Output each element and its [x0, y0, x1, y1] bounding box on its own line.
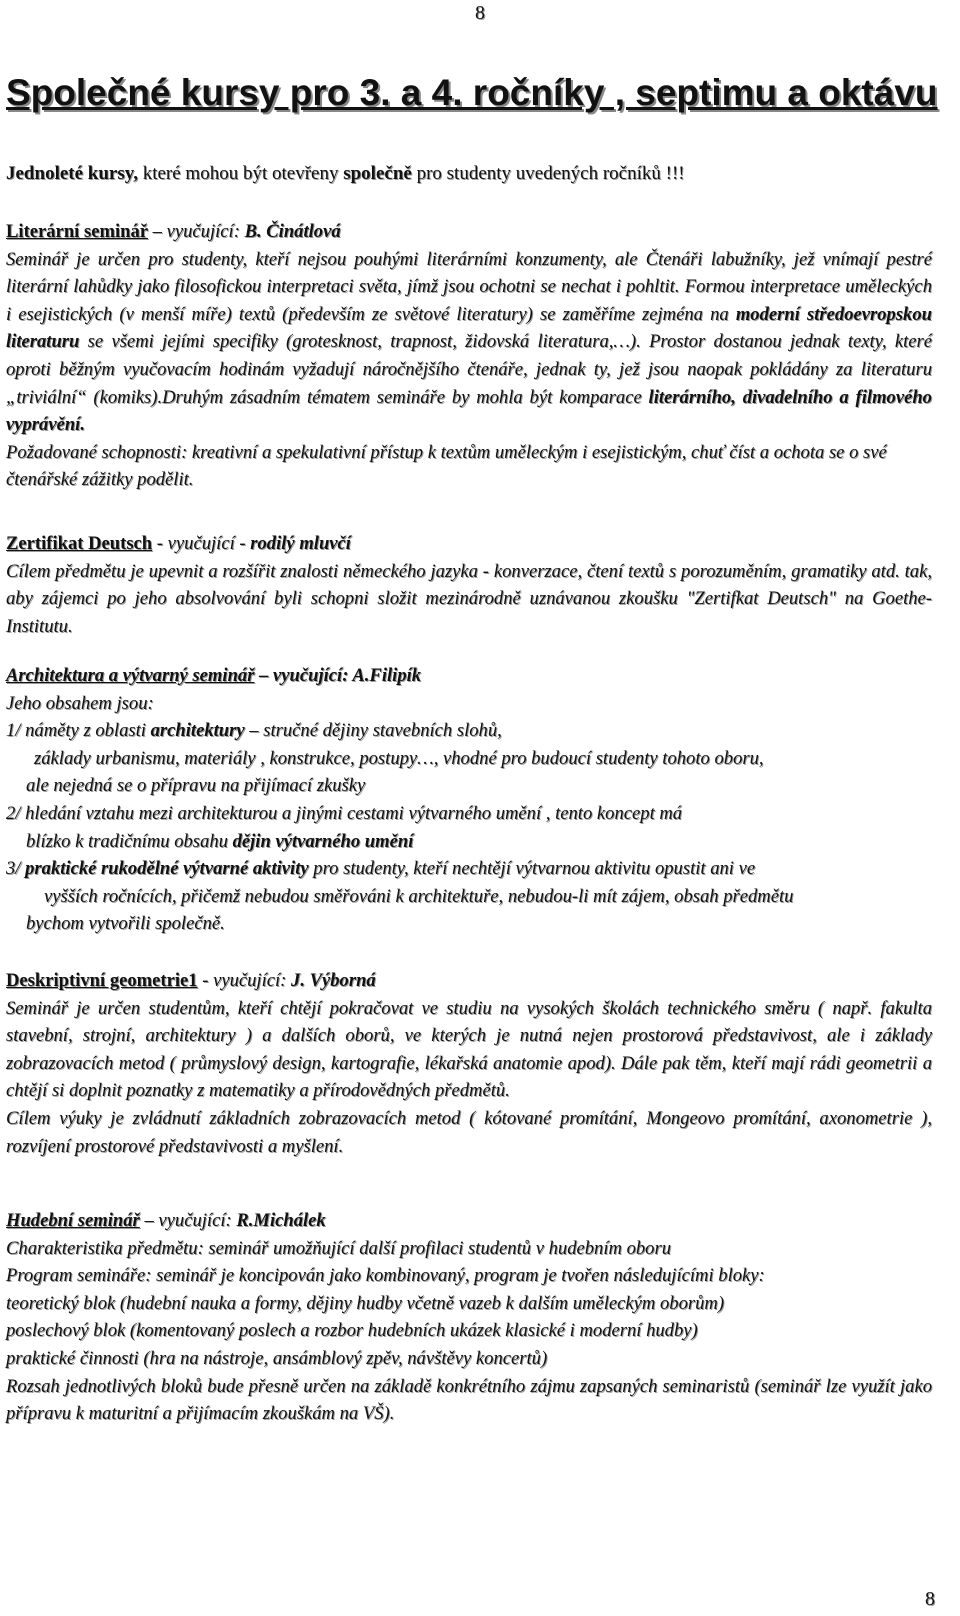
list-line: teoretický blok (hudební nauka a formy, dějiny hudby včetně vazeb k dalším uměleckým oborům): [6, 1292, 725, 1314]
list-line: ale nejedná se o přípravu na přijímací zkušky: [26, 775, 366, 797]
line-text: – stručné dějiny stavebních slohů,: [244, 720, 502, 742]
section-title: Hudební seminář: [6, 1210, 140, 1231]
page-title: Společné kursy pro 3. a 4. ročníky , septimu a oktávu: [6, 72, 938, 113]
line-text: 1/ náměty z oblasti: [6, 720, 151, 742]
section-heading: [6, 967, 932, 995]
paragraph-bold: literárního, divadelního a filmového vyprávění.: [6, 386, 932, 436]
list-line: [6, 855, 932, 883]
section-deskriptivni-geometrie: [6, 967, 932, 1160]
intro-line: [6, 163, 946, 185]
teacher-name: R.Michálek: [236, 1210, 326, 1231]
teacher-name: A.Filipík: [352, 665, 422, 686]
page-number-bottom: 8: [925, 1588, 935, 1610]
paragraph-text: Seminář je určen pro studenty, kteří nejsou pouhými literárními konzumenty, ale Čtenáři labužníky, jež vnímají pestré literární lahůdky jako filosofickou interpretaci světa, jímž jsou ochotni se nechat i pohltit. Formou interpretace uměleckých i esejistických (v menší míře) textů (především ze světové literatury) se zaměříme zejména na: [6, 248, 932, 325]
section-hudebni-seminar: [6, 1207, 932, 1428]
list-line: poslechový blok (komentovaný poslech a rozbor hudebních ukázek klasické i moderní hudby): [6, 1320, 698, 1342]
section-title: Zertifikat Deutsch: [6, 533, 153, 554]
teacher-prefix: – vyučující:: [139, 1210, 237, 1231]
list-line: [6, 828, 932, 856]
teacher-name: rodilý mluvčí: [250, 533, 351, 554]
list-line: Rozsah jednotlivých bloků bude přesně určen na základě konkrétního zájmu zapsaných seminaristů (seminář lze využít jako přípravu k maturitní a přijímacím zkouškám na VŠ).: [6, 1375, 932, 1425]
section-paragraph: [6, 246, 932, 439]
list-line: [6, 717, 932, 745]
section-heading: [6, 530, 932, 558]
list-line: 2/ hledání vztahu mezi architekturou a jinými cestami výtvarného umění , tento koncept má: [6, 802, 683, 824]
section-architektura: [6, 662, 932, 938]
section-paragraph: Seminář je určen studentům, kteří chtějí pokračovat ve studiu na vysokých školách technického směru ( např. fakulta stavební, strojní, architektury ) a dalších oborů, ve kterých je nutná nejen prostorová představivost, ale i základy zobrazovacích metod ( průmyslový design, kartografie, lékařská anatomie apod). Dále pak těm, kteří mají rádi geometrii a chtějí si doplnit poznatky z matematiky a přírodovědných předmětů.: [6, 997, 932, 1102]
line-text: pro studenty, kteří nechtějí výtvarnou aktivitu opustit ani ve: [308, 858, 756, 880]
section-paragraph: Cílem předmětu je upevnit a rozšířit znalosti německého jazyka - konverzace, čtení textů s porozuměním, gramatiky atd. tak, aby zájemci po jeho absolvování byli schopni složit mezinárodně uznávanou zkoušku "Zertifkat Deutsch" na Goethe-Institutu.: [6, 560, 932, 637]
page-number-top: 8: [475, 2, 485, 24]
intro-bold-1: Jednoleté kursy,: [6, 163, 138, 184]
intro-bold-2: společně: [343, 163, 412, 184]
section-heading: [6, 218, 932, 246]
section-paragraph: Cílem výuky je zvládnutí základních zobrazovacích metod ( kótované promítání, Mongeovo promítání, axonometrie ), rozvíjení prostorové představivosti a myšlení.: [6, 1107, 932, 1157]
line-bold: architektury: [150, 720, 245, 742]
teacher-prefix: - vyučující:: [197, 970, 292, 991]
section-title: Literární seminář: [6, 221, 149, 242]
section-heading: [6, 1207, 932, 1235]
list-line: Charakteristika předmětu: seminář umožňující další profilaci studentů v hudebním oboru: [6, 1237, 672, 1259]
line-bold: dějin výtvarného umění: [232, 830, 414, 852]
section-literarni-seminar: [6, 218, 932, 494]
line-bold: praktické rukodělné výtvarné aktivity: [25, 858, 309, 880]
intro-text-end: pro studenty uvedených ročníků !!!: [411, 163, 685, 184]
intro-text-mid: které mohou být otevřeny: [137, 163, 344, 184]
section-heading: [6, 662, 932, 690]
list-line: praktické činnosti (hra na nástroje, ansámblový zpěv, návštěvy koncertů): [6, 1347, 548, 1369]
line-text: 3/: [6, 858, 26, 880]
section-zertifikat-deutsch: [6, 530, 932, 640]
section-paragraph: Požadované schopnosti: kreativní a spekulativní přístup k textům uměleckým i esejistickým, chuť číst a ochota se o své čtenářské zážitky podělit.: [6, 441, 887, 491]
list-line: Program semináře: seminář je koncipován jako kombinovaný, program je tvořen následujícími bloky:: [6, 1265, 765, 1287]
line-text: blízko k tradičnímu obsahu: [26, 830, 233, 852]
list-line: základy urbanismu, materiály , konstrukce, postupy…, vhodné pro budoucí studenty tohoto oboru,: [34, 747, 764, 769]
list-line: vyšších ročnících, přičemž nebudou směřováni k architektuře, nebudou-li mít zájem, obsah předmětu: [44, 885, 794, 907]
paragraph-bold: moderní středoevropskou literaturu: [6, 303, 932, 353]
teacher-prefix: – vyučující:: [254, 665, 353, 686]
section-title: Deskriptivní geometrie1: [6, 970, 198, 991]
teacher-name: J. Výborná: [291, 970, 376, 991]
list-line: bychom vytvořili společně.: [26, 913, 225, 935]
section-title: Architektura a výtvarný seminář: [6, 665, 255, 686]
teacher-prefix: - vyučující -: [152, 533, 251, 554]
paragraph-text: se všemi jejími specifiky (grotesknost, trapnost, židovská literatura,…). Prostor dostanou jednak texty, které oproti běžným vyučovacím hodinám vyžadují náročnějšího čtenáře, jednak ty, jež jsou naopak pokládány za literaturu „triviální“ (komiks).Druhým zásadním tématem semináře by mohla být komparace: [6, 331, 932, 408]
teacher-name: B. Činátlová: [244, 221, 341, 242]
teacher-prefix: – vyučující:: [148, 221, 245, 242]
list-line: Jeho obsahem jsou:: [6, 692, 154, 714]
